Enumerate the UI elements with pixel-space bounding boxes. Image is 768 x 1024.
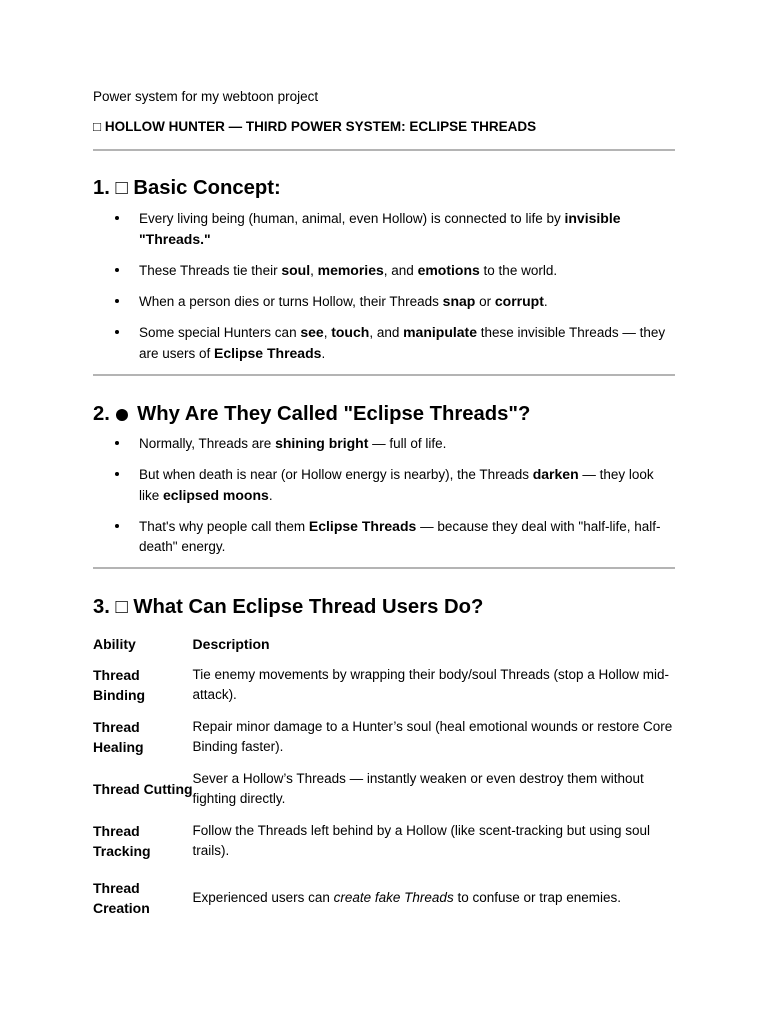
ability-cell: Thread Binding [93, 667, 146, 703]
list-item: Normally, Threads are shining bright — full of life. [93, 433, 675, 454]
list-item: When a person dies or turns Hollow, their Threads snap or corrupt. [93, 291, 675, 312]
table-row [93, 711, 675, 763]
divider [93, 149, 675, 151]
intro-line: Power system for my webtoon project [93, 89, 319, 104]
table-row [93, 867, 675, 929]
list-item: Some special Hunters can see, touch, and manipulate these invisible Threads — they are users of Eclipse Threads. [93, 322, 675, 364]
description-cell: Experienced users can create fake Threads to confuse or trap enemies. [192, 890, 622, 905]
section-heading-basic-concept: 1. □ Basic Concept: [93, 177, 281, 199]
ability-cell: Thread Tracking [93, 823, 151, 859]
column-header-ability: Ability [93, 635, 136, 652]
section-heading-abilities: 3. □ What Can Eclipse Thread Users Do? [93, 596, 484, 618]
column-header-description: Description [192, 635, 270, 652]
ability-cell: Thread Healing [93, 719, 144, 755]
document-page [93, 86, 675, 929]
description-cell: Repair minor damage to a Hunter’s soul (heal emotional wounds or restore Core Binding faster). [192, 719, 673, 754]
table-row [93, 815, 675, 867]
description-cell: Follow the Threads left behind by a Hollow (like scent-tracking but using soul trails). [192, 823, 651, 858]
document-title: □ HOLLOW HUNTER — THIRD POWER SYSTEM: ECLIPSE THREADS [93, 119, 537, 134]
description-cell: Sever a Hollow’s Threads — instantly weaken or even destroy them without fighting directly. [192, 771, 644, 806]
description-cell: Tie enemy movements by wrapping their body/soul Threads (stop a Hollow mid-attack). [192, 667, 670, 702]
basic-concept-list [93, 208, 675, 364]
black-circle-icon [116, 409, 128, 421]
ability-cell: Thread Cutting [93, 781, 193, 797]
list-item: But when death is near (or Hollow energy is nearby), the Threads darken — they look like eclipsed moons. [93, 464, 675, 506]
divider [93, 374, 675, 376]
list-item: That's why people call them Eclipse Threads — because they deal with "half-life, half-death" energy. [93, 516, 675, 557]
list-item: These Threads tie their soul, memories, and emotions to the world. [93, 260, 675, 281]
table-row [93, 659, 675, 711]
why-eclipse-list [93, 433, 675, 557]
section-heading-why-eclipse: 2. Why Are They Called "Eclipse Threads"? [93, 403, 531, 425]
abilities-table [93, 628, 675, 929]
table-row [93, 763, 675, 815]
ability-cell: Thread Creation [93, 880, 150, 916]
list-item: Every living being (human, animal, even Hollow) is connected to life by invisible "Threads." [93, 208, 675, 250]
table-header-row [93, 628, 675, 659]
divider [93, 567, 675, 569]
